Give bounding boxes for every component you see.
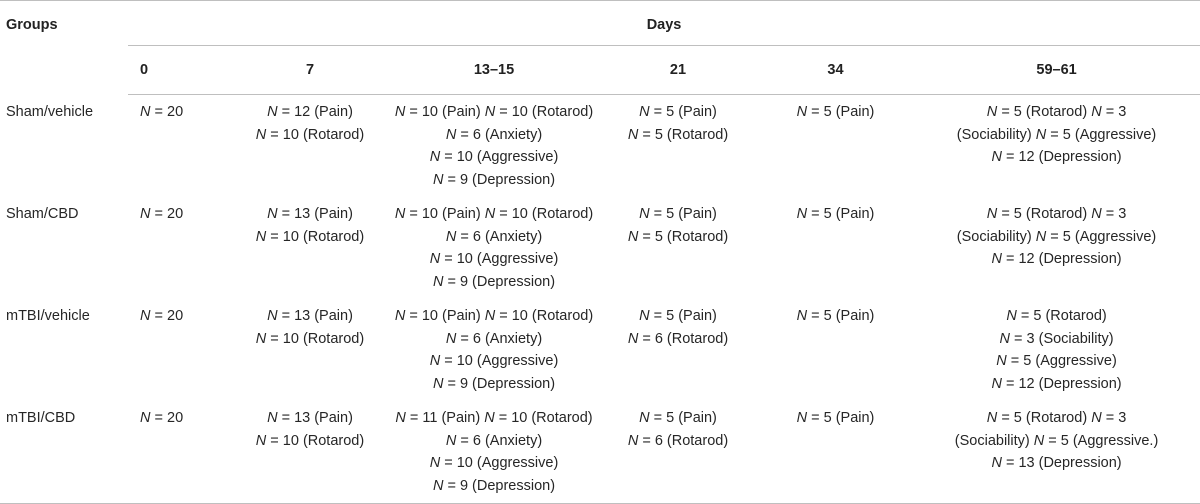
group-cell: Sham/CBD (6, 206, 79, 222)
cell-text: = 20 (150, 410, 184, 426)
cell-line (913, 373, 1200, 396)
n-symbol: N (991, 251, 1002, 267)
cell-line (390, 146, 598, 169)
n-symbol: N (639, 104, 650, 120)
n-symbol: N (1035, 228, 1047, 245)
n-symbol: N (395, 410, 406, 426)
n-symbol: N (1033, 432, 1045, 449)
cell-text: = 6 (Anxiety) (460, 126, 543, 143)
n-symbol: N (986, 206, 998, 222)
cell-line (390, 124, 598, 147)
day-7-cell (230, 95, 390, 198)
cell-text: = 9 (Depression) (447, 375, 556, 392)
cell-text: = 6 (Rotarod) (638, 330, 729, 347)
cell-text: = 3 (Sociability) (1014, 330, 1114, 347)
cell-text: = 5 (Rotarod) (1001, 206, 1092, 222)
n-symbol: N (445, 432, 457, 449)
cell-text: = 10 (Rotarod) (498, 410, 593, 426)
cell-line (758, 101, 913, 124)
cell-line (913, 350, 1200, 373)
day-13-15-cell (390, 299, 598, 401)
day-34-cell (758, 401, 913, 504)
n-symbol: N (639, 308, 650, 324)
day-59-61-cell (913, 197, 1200, 299)
cell-text: = 10 (Aggressive) (444, 149, 559, 165)
cell-text: = 20 (150, 104, 184, 120)
cell-text: = 12 (Depression) (1005, 251, 1122, 267)
day-header-21: 21 (598, 46, 758, 95)
n-symbol: N (796, 206, 808, 222)
day-59-61-cell (913, 95, 1200, 198)
n-symbol: N (432, 477, 444, 494)
cell-line (913, 226, 1200, 249)
cell-text: = 5 (Pain) (649, 104, 717, 120)
day-21-cell (598, 95, 758, 198)
cell-text: = 5 (Rotarod) (1020, 308, 1107, 324)
cell-text: = 20 (150, 206, 184, 222)
cell-text: = 6 (Anxiety) (460, 432, 543, 449)
cell-line (913, 305, 1200, 328)
n-symbol: N (255, 228, 267, 245)
cell-text: = 10 (Rotarod) (499, 206, 594, 222)
n-symbol: N (484, 410, 495, 426)
cell-text: = 5 (Rotarod) (638, 228, 729, 245)
cell-line (913, 248, 1200, 271)
cell-line (230, 124, 390, 147)
cell-text: = 5 (Pain) (649, 308, 717, 324)
cell-text: = 11 (Pain) (409, 410, 485, 426)
n-symbol: N (267, 206, 278, 222)
cell-text: (Sociability) (954, 432, 1034, 449)
n-symbol: N (991, 375, 1002, 392)
n-symbol: N (1091, 104, 1102, 120)
cell-line (390, 305, 598, 328)
cell-text: = 12 (Pain) (277, 104, 353, 120)
cell-text: = 5 (Pain) (807, 410, 875, 426)
cell-text: = 5 (Rotarod) (638, 126, 729, 143)
n-symbol: N (394, 308, 406, 324)
cell-line (140, 407, 230, 430)
cell-line (140, 203, 230, 226)
day-header-0: 0 (128, 46, 230, 95)
cell-text: = 5 (Aggressive) (1010, 353, 1117, 369)
n-symbol: N (627, 228, 639, 245)
cell-line (758, 203, 913, 226)
day-7-cell (230, 197, 390, 299)
cell-line (913, 328, 1200, 351)
cell-line (230, 305, 390, 328)
cell-line (913, 203, 1200, 226)
cell-line (230, 407, 390, 430)
group-cell: mTBI/vehicle (6, 308, 90, 324)
cell-text: = 10 (Rotarod) (266, 432, 365, 449)
n-symbol: N (639, 410, 650, 426)
cell-text: = 3 (1105, 104, 1127, 120)
cell-text: = 3 (1105, 206, 1127, 222)
cell-text: = 5 (Aggressive.) (1048, 432, 1159, 449)
day-21-cell (598, 197, 758, 299)
n-symbol: N (255, 126, 267, 143)
n-symbol: N (796, 410, 808, 426)
days-header: Days (128, 1, 1200, 46)
cell-text: = 10 (Rotarod) (499, 308, 594, 324)
cell-line (390, 430, 598, 453)
n-symbol: N (627, 432, 639, 449)
cell-text: = 10 (Aggressive) (444, 353, 559, 369)
n-symbol: N (484, 206, 496, 222)
table-row (0, 299, 1200, 401)
cell-text: = 20 (150, 308, 184, 324)
cell-text: = 6 (Rotarod) (638, 432, 729, 449)
cell-text: = 5 (Pain) (649, 206, 717, 222)
cell-text: = 9 (Depression) (447, 273, 556, 290)
cell-line (913, 124, 1200, 147)
cell-line (598, 101, 758, 124)
cell-line (390, 475, 598, 498)
n-symbol: N (1091, 410, 1102, 426)
n-symbol: N (429, 149, 441, 165)
n-symbol: N (1091, 206, 1102, 222)
cell-line (390, 101, 598, 124)
cell-text: = 5 (Pain) (649, 410, 717, 426)
groups-header: Groups (0, 1, 128, 95)
cell-text: (Sociability) (956, 228, 1036, 245)
cell-line (598, 203, 758, 226)
cell-text: = 9 (Depression) (447, 171, 556, 188)
cell-text: = 13 (Pain) (277, 410, 353, 426)
n-symbol: N (1035, 126, 1047, 143)
day-13-15-cell (390, 197, 598, 299)
cell-line (230, 328, 390, 351)
cell-line (598, 226, 758, 249)
cell-text: = 10 (Aggressive) (444, 455, 559, 471)
n-symbol: N (140, 410, 151, 426)
cell-text: = 5 (Pain) (807, 206, 875, 222)
n-symbol: N (999, 330, 1010, 347)
n-symbol: N (796, 308, 808, 324)
cell-text: = 10 (Aggressive) (444, 251, 559, 267)
n-symbol: N (639, 206, 650, 222)
group-cell: mTBI/CBD (0, 401, 128, 504)
cell-text: = 13 (Pain) (277, 206, 353, 222)
cell-text: = 6 (Anxiety) (460, 330, 543, 347)
cell-line (140, 305, 230, 328)
n-symbol: N (255, 330, 267, 347)
n-symbol: N (1006, 308, 1017, 324)
cell-line (390, 452, 598, 475)
cell-line (598, 328, 758, 351)
day-header-13-15: 13–15 (390, 46, 598, 95)
cell-text: = 10 (Rotarod) (499, 104, 594, 120)
n-symbol: N (432, 375, 444, 392)
n-symbol: N (484, 104, 496, 120)
cell-text: = 3 (1105, 410, 1127, 426)
cell-line (230, 203, 390, 226)
cell-text: = 12 (Depression) (1005, 149, 1122, 165)
cell-line (758, 407, 913, 430)
day-21-cell (598, 401, 758, 504)
n-symbol: N (986, 410, 998, 426)
n-symbol: N (429, 455, 441, 471)
cell-text: = 5 (Pain) (807, 104, 875, 120)
n-symbol: N (796, 104, 808, 120)
cell-line (390, 226, 598, 249)
table-row (0, 401, 1200, 504)
cell-line (230, 430, 390, 453)
cell-line (140, 101, 230, 124)
table-row (0, 197, 1200, 299)
cell-text: = 5 (Rotarod) (1001, 410, 1092, 426)
table-body (0, 95, 1200, 504)
cell-line (758, 305, 913, 328)
n-symbol: N (996, 353, 1007, 369)
cell-line (598, 430, 758, 453)
n-symbol: N (267, 104, 278, 120)
cell-line (390, 248, 598, 271)
cell-line (598, 124, 758, 147)
day-0-cell (128, 197, 230, 299)
n-symbol: N (445, 228, 457, 245)
n-symbol: N (627, 126, 639, 143)
n-symbol: N (627, 330, 639, 347)
n-symbol: N (429, 251, 441, 267)
n-symbol: N (991, 455, 1002, 471)
cell-text: = 10 (Rotarod) (266, 228, 365, 245)
cell-text: = 9 (Depression) (447, 477, 556, 494)
cell-text: = 5 (Aggressive) (1050, 228, 1157, 245)
day-13-15-cell (390, 95, 598, 198)
cell-line (390, 373, 598, 396)
cell-line (913, 430, 1200, 453)
n-symbol: N (140, 206, 151, 222)
cell-text: = 13 (Pain) (277, 308, 353, 324)
cell-text: = 13 (Depression) (1005, 455, 1122, 471)
n-symbol: N (429, 353, 441, 369)
cell-text: = 10 (Rotarod) (266, 126, 365, 143)
cell-line (913, 101, 1200, 124)
day-21-cell (598, 299, 758, 401)
n-symbol: N (445, 330, 457, 347)
cell-text: = 10 (Pain) (409, 206, 485, 222)
cell-line (913, 146, 1200, 169)
day-59-61-cell (913, 299, 1200, 401)
cell-line (598, 407, 758, 430)
n-symbol: N (394, 206, 406, 222)
table-row (0, 95, 1200, 198)
cell-line (390, 203, 598, 226)
cell-line (390, 271, 598, 294)
cell-line (390, 328, 598, 351)
day-header-34: 34 (758, 46, 913, 95)
cell-line (390, 350, 598, 373)
day-0-cell (128, 401, 230, 504)
day-header-7: 7 (230, 46, 390, 95)
day-header-59-61: 59–61 (913, 46, 1200, 95)
n-symbol: N (255, 432, 267, 449)
day-34-cell (758, 95, 913, 198)
n-symbol: N (986, 104, 998, 120)
day-34-cell (758, 197, 913, 299)
cell-text: = 12 (Depression) (1005, 375, 1122, 392)
cell-line (598, 305, 758, 328)
day-7-cell (230, 401, 390, 504)
n-symbol: N (394, 104, 406, 120)
cell-line (390, 407, 598, 430)
day-7-cell (230, 299, 390, 401)
cell-text: = 10 (Rotarod) (266, 330, 365, 347)
cell-line (230, 226, 390, 249)
n-symbol: N (267, 308, 278, 324)
n-symbol: N (140, 308, 151, 324)
n-symbol: N (991, 149, 1002, 165)
n-symbol: N (267, 410, 278, 426)
cell-text: = 10 (Pain) (409, 104, 485, 120)
cell-line (913, 452, 1200, 475)
day-0-cell (128, 299, 230, 401)
cell-text: = 5 (Pain) (807, 308, 875, 324)
day-34-cell (758, 299, 913, 401)
cell-line (230, 101, 390, 124)
cell-text: = 6 (Anxiety) (460, 228, 543, 245)
day-13-15-cell (390, 401, 598, 504)
cell-line (390, 169, 598, 192)
cell-text: = 5 (Rotarod) (1001, 104, 1092, 120)
day-59-61-cell (913, 401, 1200, 504)
cell-text: = 10 (Pain) (409, 308, 485, 324)
group-cell: Sham/vehicle (6, 103, 94, 120)
cell-line (913, 407, 1200, 430)
n-symbol: N (445, 126, 457, 143)
day-0-cell (128, 95, 230, 198)
n-symbol: N (140, 104, 151, 120)
n-symbol: N (432, 171, 444, 188)
n-symbol: N (432, 273, 444, 290)
n-symbol: N (484, 308, 496, 324)
cell-text: (Sociability) (956, 126, 1036, 143)
cell-text: = 5 (Aggressive) (1050, 126, 1157, 143)
